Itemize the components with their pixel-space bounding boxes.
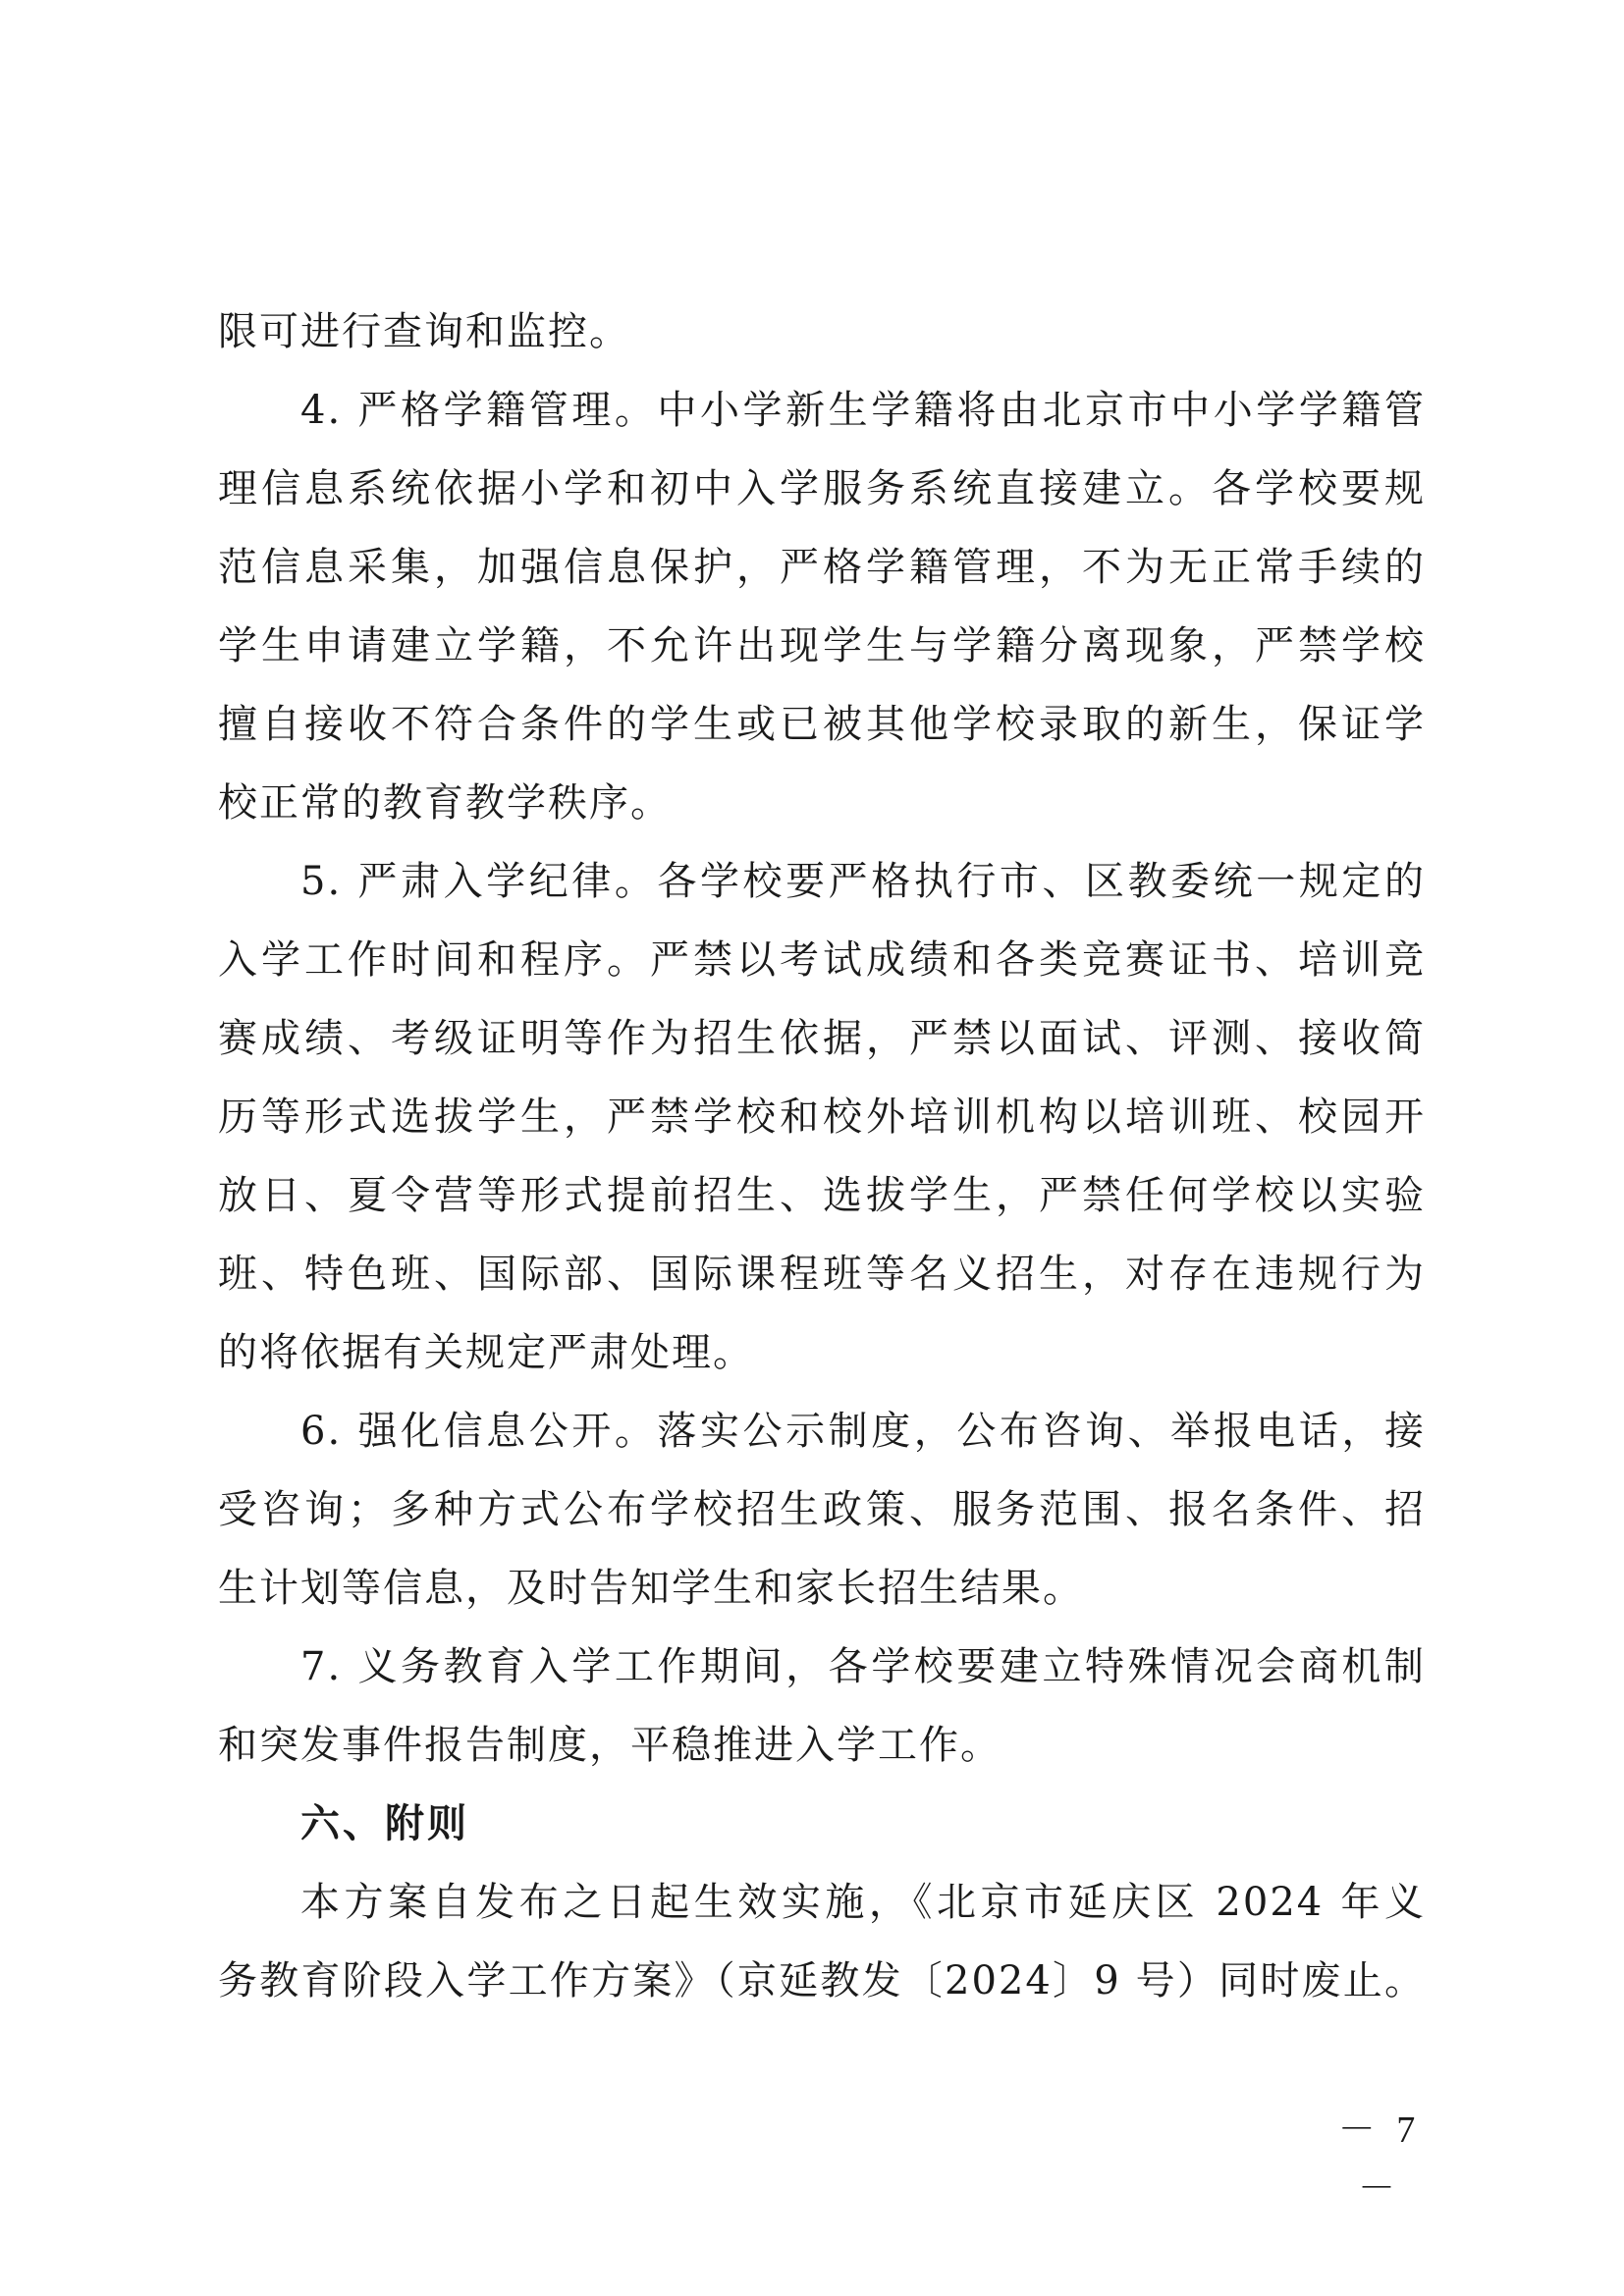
paragraph-line: 赛成绩、考级证明等作为招生依据，严禁以面试、评测、接收简	[218, 1016, 1426, 1061]
paragraph-line: 理信息系统依据小学和初中入学服务系统直接建立。各学校要规	[218, 466, 1426, 511]
paragraph-line: 6. 强化信息公开。落实公示制度，公布咨询、举报电话，接	[300, 1409, 1426, 1454]
paragraph-line: 的将依据有关规定严肃处理。	[218, 1330, 754, 1375]
paragraph-line: 擅自接收不符合条件的学生或已被其他学校录取的新生，保证学	[218, 702, 1426, 747]
section-heading: 六、附则	[300, 1801, 469, 1846]
paragraph-line: 5. 严肃入学纪律。各学校要严格执行市、区教委统一规定的	[300, 859, 1426, 904]
paragraph-line: 务教育阶段入学工作方案》（京延教发〔2024〕9 号）同时废止。	[218, 1958, 1426, 2003]
paragraph-line: 7. 义务教育入学工作期间，各学校要建立特殊情况会商机制	[300, 1644, 1426, 1689]
paragraph-line: 4. 严格学籍管理。中小学新生学籍将由北京市中小学学籍管	[300, 388, 1426, 433]
paragraph-line: 班、特色班、国际部、国际课程班等名义招生，对存在违规行为	[218, 1252, 1426, 1297]
paragraph-line: 和突发事件报告制度，平稳推进入学工作。	[218, 1723, 1001, 1768]
paragraph-line: 生计划等信息，及时告知学生和家长招生结果。	[218, 1566, 1084, 1611]
paragraph-line: 历等形式选拔学生，严禁学校和校外培训机构以培训班、校园开	[218, 1095, 1426, 1140]
paragraph-line: 受咨询；多种方式公布学校招生政策、服务范围、报名条件、招	[218, 1487, 1426, 1532]
paragraph-line: 本方案自发布之日起生效实施，《北京市延庆区 2024 年义	[300, 1880, 1426, 1925]
paragraph-line: 校正常的教育教学秩序。	[218, 780, 672, 826]
paragraph-line: 放日、夏令营等形式提前招生、选拔学生，严禁任何学校以实验	[218, 1173, 1426, 1218]
paragraph-line: 限可进行查询和监控。	[218, 309, 630, 354]
document-body	[218, 293, 1426, 2020]
paragraph-line: 范信息采集，加强信息保护，严格学籍管理，不为无正常手续的	[218, 545, 1426, 590]
page-number: － 7 －	[1337, 2109, 1422, 2210]
paragraph-line: 学生申请建立学籍，不允许出现学生与学籍分离现象，严禁学校	[218, 623, 1426, 668]
paragraph-line: 入学工作时间和程序。严禁以考试成绩和各类竞赛证书、培训竞	[218, 937, 1426, 983]
